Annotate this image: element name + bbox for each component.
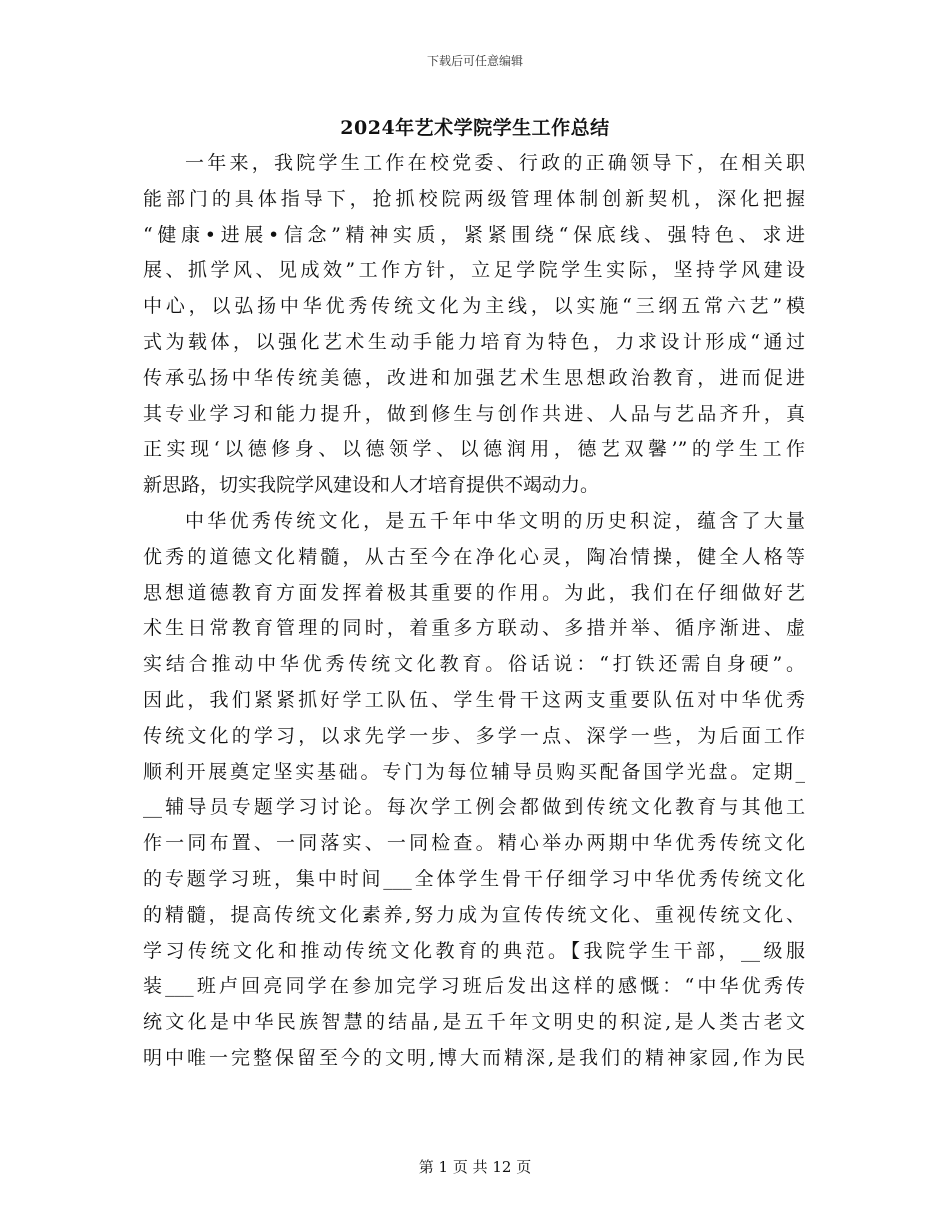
paragraph-line: 的精髓，提高传统文化素养,努力成为宣传传统文化、重视传统文化、 xyxy=(143,903,805,926)
paragraph-line: 传承弘扬中华传统美德，改进和加强艺术生思想政治教育，进而促进 xyxy=(143,366,805,389)
paragraph-line: 新思路，切实我院学风建设和人才培育提供不竭动力。 xyxy=(143,474,600,497)
paragraph-line: 一年来，我院学生工作在校党委、行政的正确领导下，在相关职 xyxy=(185,152,805,174)
paragraph-line: 因此，我们紧紧抓好学工队伍、学生骨干这两支重要队伍对中华优秀 xyxy=(143,688,805,711)
paragraph-1 xyxy=(143,146,805,504)
paragraph-line: 正实现‘以德修身、以德领学、以德润用，德艺双馨’”的学生工作 xyxy=(143,438,805,461)
paragraph-line: 中心，以弘扬中华优秀传统文化为主线，以实施“三纲五常六艺”模 xyxy=(143,295,805,318)
page-number-footer: 第 1 页 共 12 页 xyxy=(418,1158,532,1176)
paragraph-line: 统文化是中华民族智慧的结晶,是五千年文明史的积淀,是人类古老文 xyxy=(143,1011,805,1034)
header-note: 下载后可任意编辑 xyxy=(426,54,523,68)
paragraph-line: 实结合推动中华优秀传统文化教育。俗话说：“打铁还需自身硬”。 xyxy=(143,653,805,676)
paragraph-line: 学习传统文化和推动传统文化教育的典范。【我院学生干部，__级服 xyxy=(143,939,805,962)
paragraph-line: 作一同布置、一同落实、一同检查。精心举办两期中华优秀传统文化 xyxy=(143,832,805,855)
paragraph-2 xyxy=(143,504,805,1077)
paragraph-line: “健康•进展•信念”精神实质，紧紧围绕“保底线、强特色、求进 xyxy=(143,223,805,246)
paragraph-line: 思想道德教育方面发挥着极其重要的作用。为此，我们在仔细做好艺 xyxy=(143,581,805,604)
document-body xyxy=(143,146,805,1077)
paragraph-line: 传统文化的学习，以求先学一步、多学一点、深学一些，为后面工作 xyxy=(143,724,805,747)
paragraph-line: 中华优秀传统文化，是五千年中华文明的历史积淀，蕴含了大量 xyxy=(185,509,805,532)
paragraph-line: 其专业学习和能力提升，做到修生与创作共进、人品与艺品齐升，真 xyxy=(143,402,805,425)
paragraph-line: 优秀的道德文化精髓，从古至今在净化心灵，陶冶情操，健全人格等 xyxy=(143,545,805,568)
document-title: 2024年艺术学院学生工作总结 xyxy=(340,117,610,139)
paragraph-line: 明中唯一完整保留至今的文明,博大而精深,是我们的精神家园,作为民 xyxy=(143,1046,805,1069)
paragraph-line: 术生日常教育管理的同时，着重多方联动、多措并举、循序渐进、虚 xyxy=(143,617,805,640)
paragraph-line: 展、抓学风、见成效”工作方针，立足学院学生实际，坚持学风建设 xyxy=(143,259,805,282)
paragraph-line: __辅导员专题学习讨论。每次学工例会都做到传统文化教育与其他工 xyxy=(143,796,805,819)
paragraph-line: 顺利开展奠定坚实基础。专门为每位辅导员购买配备国学光盘。定期_ xyxy=(143,760,805,783)
paragraph-line: 的专题学习班，集中时间___全体学生骨干仔细学习中华优秀传统文化 xyxy=(143,867,805,890)
paragraph-line: 式为载体，以强化艺术生动手能力培育为特色，力求设计形成“通过 xyxy=(143,330,805,353)
paragraph-line: 能部门的具体指导下，抢抓校院两级管理体制创新契机，深化把握 xyxy=(143,187,805,210)
paragraph-line: 装___班卢回亮同学在参加完学习班后发出这样的感慨：“中华优秀传 xyxy=(143,975,805,998)
